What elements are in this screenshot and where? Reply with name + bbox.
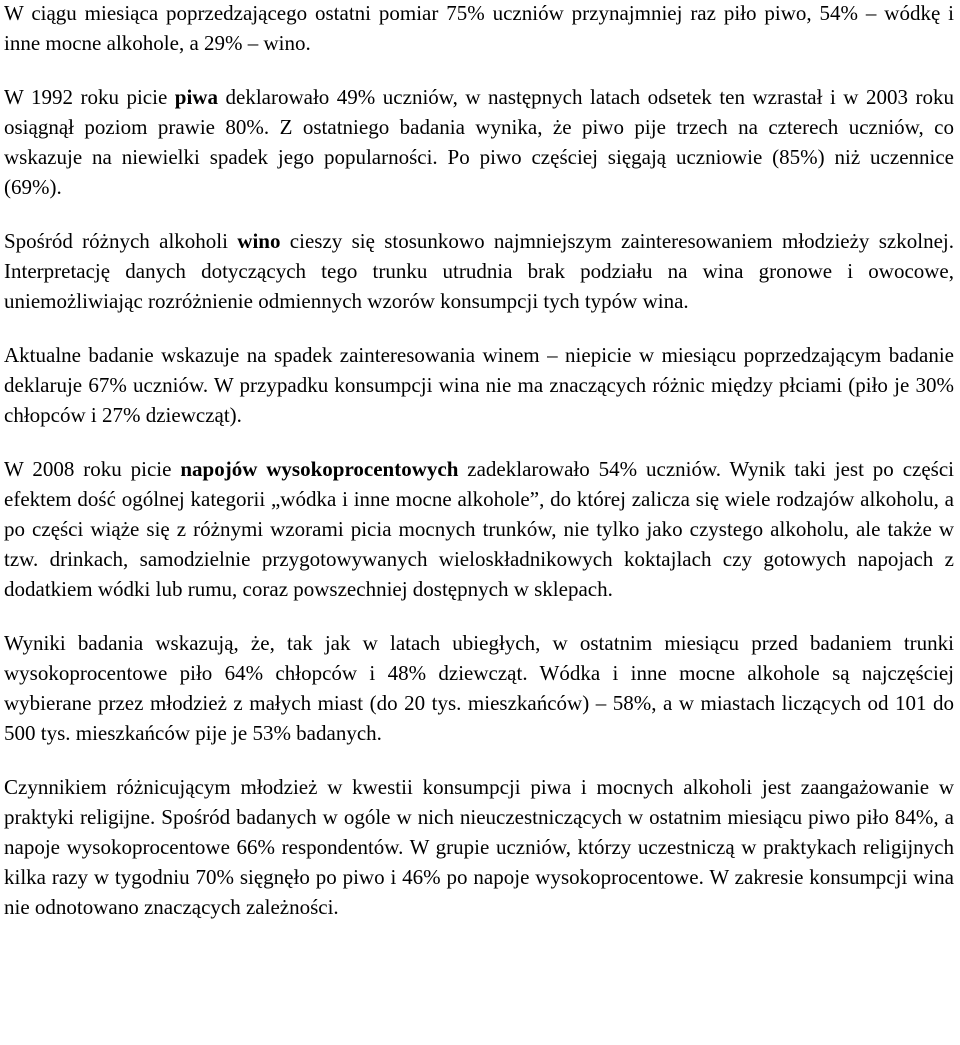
bold-term-wine: wino	[237, 229, 281, 253]
paragraph-religion-factor	[4, 772, 954, 922]
bold-term-beer: piwa	[174, 85, 218, 109]
document-page	[4, 0, 954, 946]
bold-term-spirits: napojów wysokoprocentowych	[180, 457, 459, 481]
paragraph-text: Aktualne badanie wskazuje na spadek zainteresowania winem – niepicie w miesiącu poprzedzającym badanie deklaruje 67% uczniów. W przypadku konsumpcji wina nie ma znaczących różnic między płciami (piło je 30% chłopców i 27% dziewcząt).	[4, 343, 954, 427]
paragraph-text: cieszy się stosunkowo najmniejszym zainteresowaniem młodzieży szkolnej. Interpretację danych dotyczących tego trunku utrudnia brak podziału na wina gronowe i owocowe, uniemożliwiając rozróżnienie odmiennych wzorów konsumpcji tych typów wina.	[4, 229, 954, 313]
paragraph-text: deklarowało 49% uczniów, w następnych latach odsetek ten wzrastał i w 2003 roku osiągnął poziom prawie 80%. Z ostatniego badania wynika, że piwo pije trzech na czterech uczniów, co wskazuje na niewielki spadek jego popularności. Po piwo częściej sięgają uczniowie (85%) niż uczennice (69%).	[4, 85, 954, 199]
paragraph-text: Wyniki badania wskazują, że, tak jak w latach ubiegłych, w ostatnim miesiącu przed badaniem trunki wysokoprocentowe piło 64% chłopców i 48% dziewcząt. Wódka i inne mocne alkohole są najczęściej wybierane przez młodzież z małych miast (do 20 tys. mieszkańców) – 58%, a w miastach liczących od 101 do 500 tys. mieszkańców pije je 53% badanych.	[4, 631, 954, 745]
paragraph-text: zadeklarowało 54% uczniów. Wynik taki jest po części efektem dość ogólnej kategorii „wódka i inne mocne alkohole”, do której zalicza się wiele rodzajów alkoholu, a po części wiąże się z różnymi wzorami picia mocnych trunków, nie tylko jako czystego alkoholu, ale także w tzw. drinkach, samodzielnie przygotowywanych wieloskładnikowych koktajlach czy gotowych napojach z dodatkiem wódki lub rumu, coraz powszechniej dostępnych w sklepach.	[4, 457, 954, 601]
paragraph-text: Spośród różnych alkoholi	[4, 229, 238, 253]
paragraph-text: W 1992 roku picie	[4, 85, 175, 109]
paragraph-spirits	[4, 454, 954, 604]
paragraph-text: Czynnikiem różnicującym młodzież w kwestii konsumpcji piwa i mocnych alkoholi jest zaangażowanie w praktyki religijne. Spośród badanych w ogóle w nich nieuczestniczących w ostatnim miesiącu piwo piło 84%, a napoje wysokoprocentowe 66% respondentów. W grupie uczniów, którzy uczestniczą w praktykach religijnych kilka razy w tygodniu 70% sięgnęło po piwo i 46% po napoje wysokoprocentowe. W zakresie konsumpcji wina nie odnotowano znaczących zależności.	[4, 775, 954, 919]
paragraph-text: W 2008 roku picie	[4, 457, 181, 481]
paragraph-text: W ciągu miesiąca poprzedzającego ostatni pomiar 75% uczniów przynajmniej raz piło piwo, 54% – wódkę i inne mocne alkohole, a 29% – wino.	[4, 1, 954, 55]
paragraph-spirits-results	[4, 628, 954, 748]
paragraph-beer	[4, 82, 954, 202]
paragraph-wine	[4, 226, 954, 316]
paragraph-wine-trend	[4, 340, 954, 430]
paragraph-beverage-summary	[4, 0, 954, 58]
